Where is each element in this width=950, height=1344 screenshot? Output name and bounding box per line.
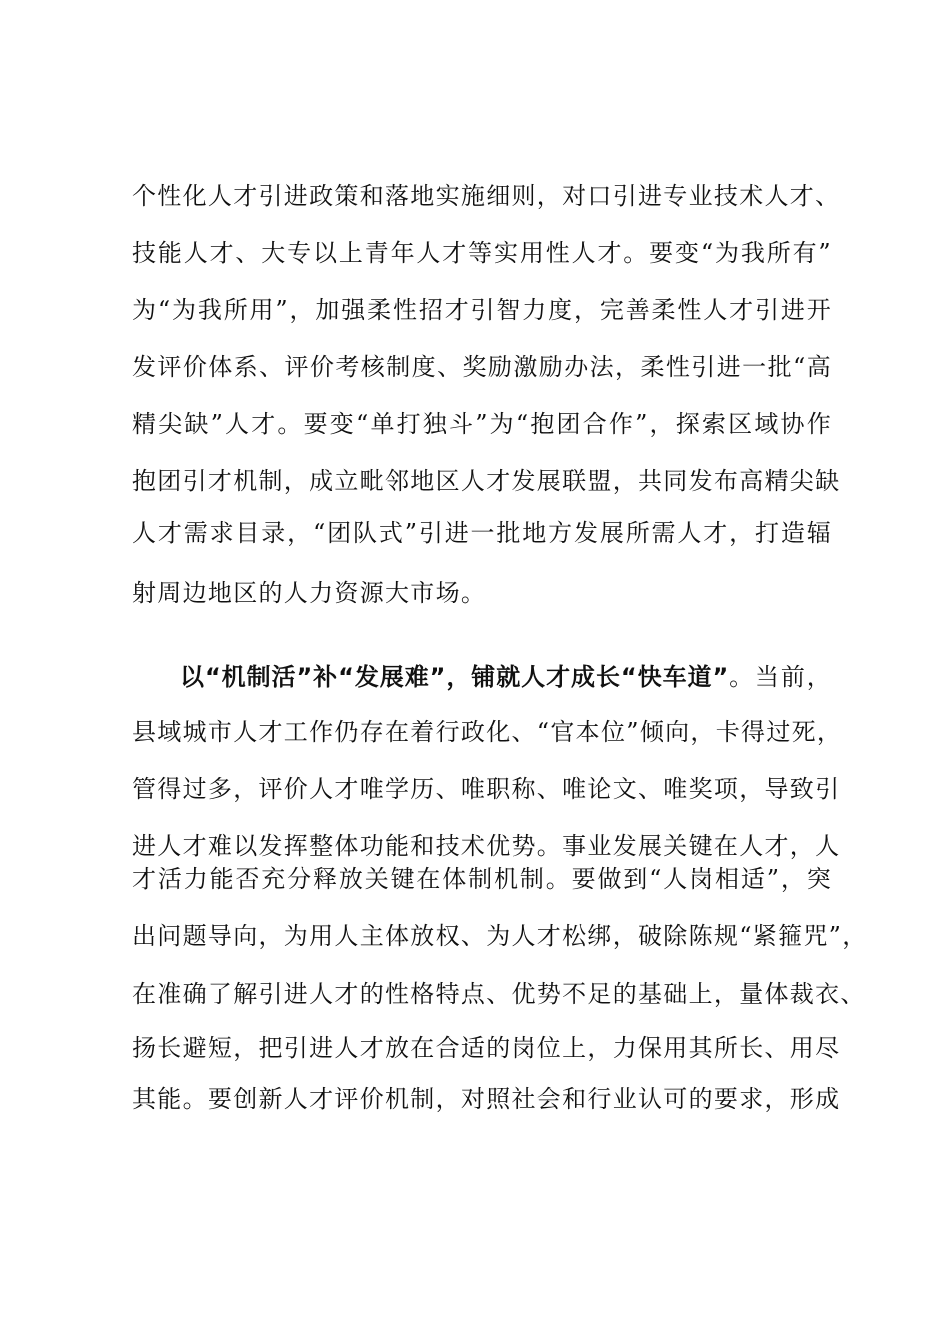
text-line: 精尖缺”人才。要变“单打独斗”为“抱团合作”，探索区域协作 (132, 410, 832, 438)
text-line: 技能人才、大专以上青年人才等实用性人才。要变“为我所有” (132, 239, 832, 267)
heading-continuation: 。当前， (728, 663, 832, 691)
text-line: 为“为我所用”，加强柔性招才引智力度，完善柔性人才引进开 (132, 296, 832, 324)
text-line: 才活力能否充分释放关键在体制机制。要做到“人岗相适”，突 (132, 865, 832, 893)
paragraph-heading-line (180, 661, 832, 693)
text-line: 出问题导向，为用人主体放权、为人才松绑，破除陈规“紧箍咒”， (132, 922, 868, 950)
text-line: 发评价体系、评价考核制度、奖励激励办法，柔性引进一批“高 (132, 353, 832, 381)
text-line: 射周边地区的人力资源大市场。 (132, 579, 487, 607)
text-line: 人才需求目录，“团队式”引进一批地方发展所需人才，打造辐 (132, 519, 832, 547)
section-heading: 以“机制活”补“发展难”，铺就人才成长“快车道” (180, 663, 729, 691)
text-line: 县域城市人才工作仍存在着行政化、“官本位”倾向，卡得过死， (132, 718, 843, 746)
text-line: 在准确了解引进人才的性格特点、优势不足的基础上，量体裁衣、 (132, 980, 866, 1008)
text-line: 扬长避短，把引进人才放在合适的岗位上，力保用其所长、用尽 (132, 1034, 841, 1062)
text-line: 其能。要创新人才评价机制，对照社会和行业认可的要求，形成 (132, 1085, 841, 1113)
text-line: 抱团引才机制，成立毗邻地区人才发展联盟，共同发布高精尖缺 (132, 467, 841, 495)
text-line: 管得过多，评价人才唯学历、唯职称、唯论文、唯奖项，导致引 (132, 775, 841, 803)
text-line: 进人才难以发挥整体功能和技术优势。事业发展关键在人才，人 (132, 832, 841, 860)
text-line: 个性化人才引进政策和落地实施细则，对口引进专业技术人才、 (132, 182, 841, 210)
